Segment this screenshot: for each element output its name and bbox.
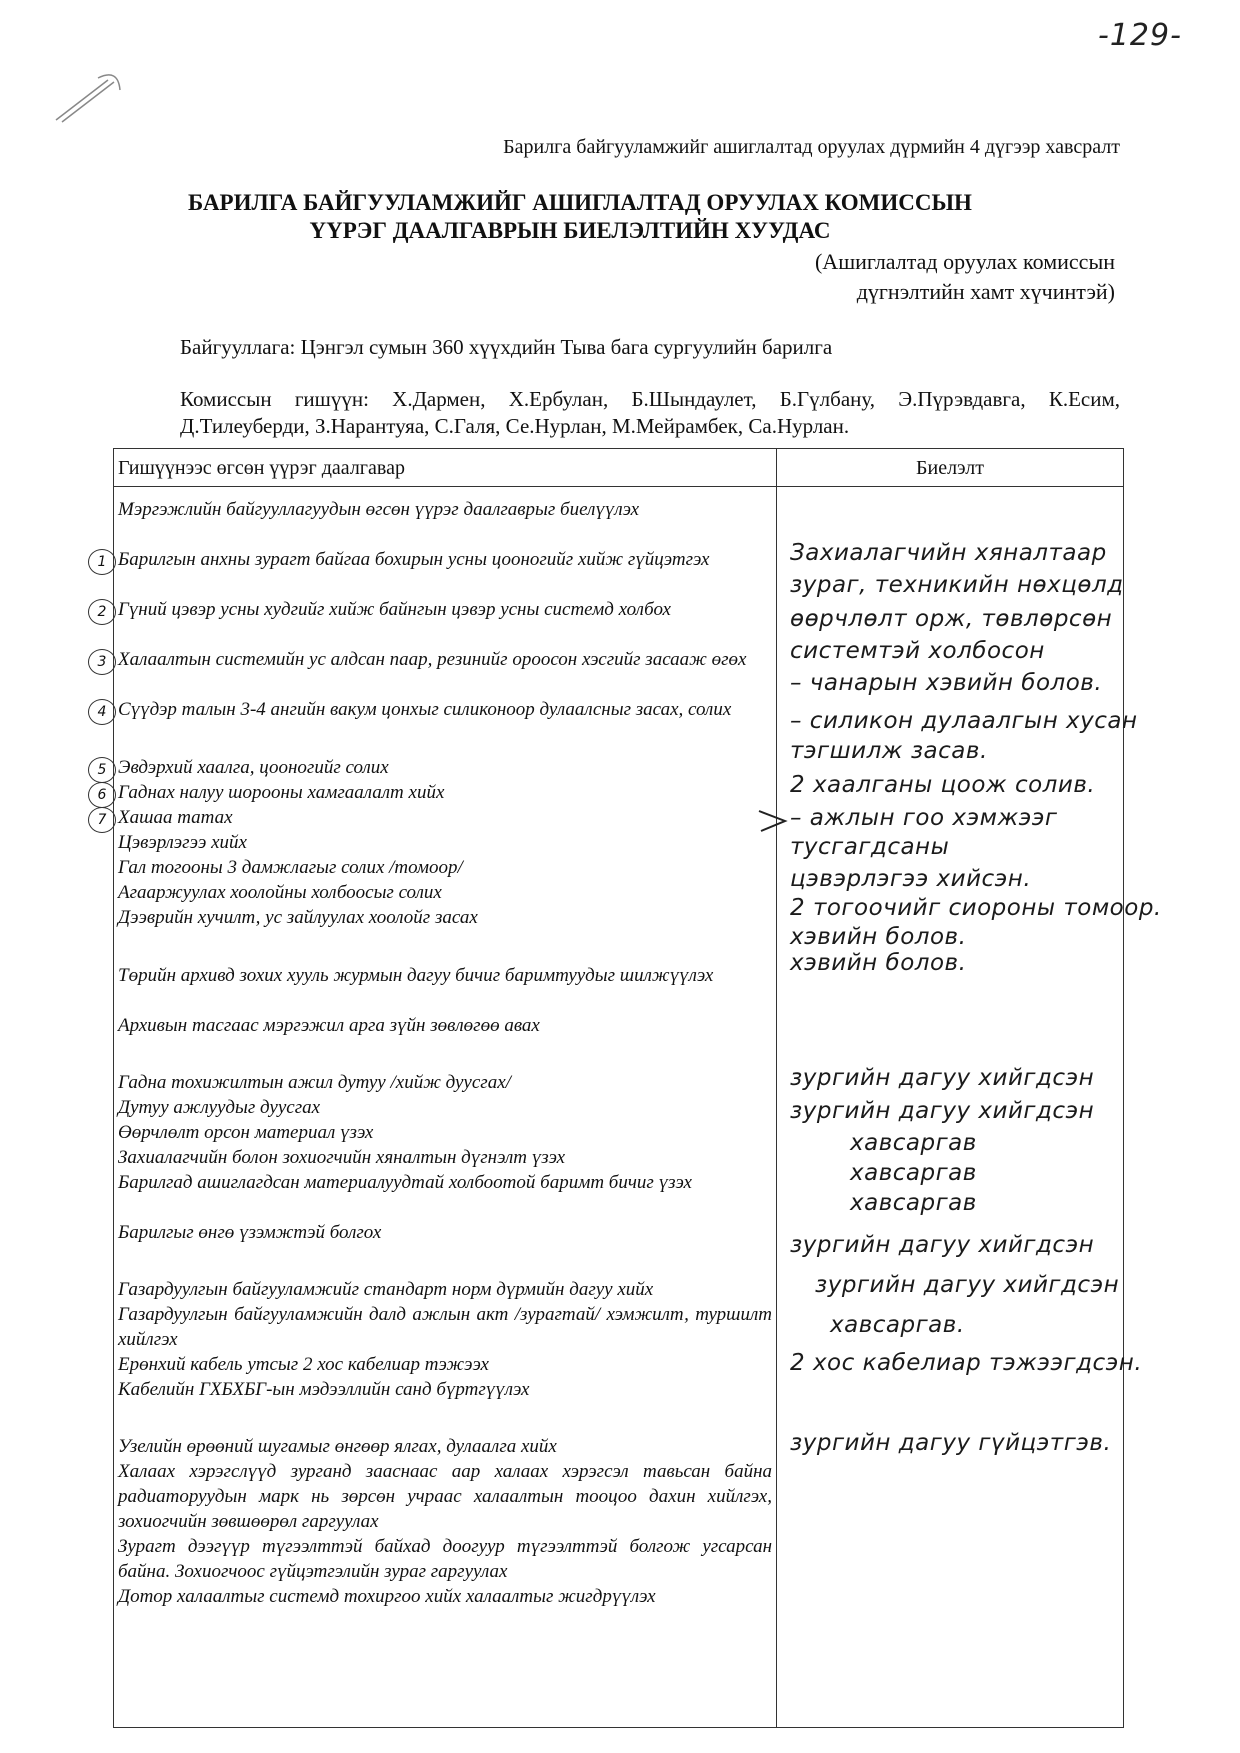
handwritten-result: тэгшилж засав. [790, 738, 988, 764]
handwritten-result: зургийн дагуу хийгдсэн [815, 1272, 1120, 1298]
task-row: Узелийн өрөөний шугамыг өнгөөр ялгах, дулаалга хийх [118, 1436, 557, 1457]
task-row: Дээврийн хучилт, ус зайлуулах хоолойг засах [118, 907, 478, 928]
handwritten-result: – ажлын гоо хэмжээг [790, 805, 1058, 831]
handwritten-result: – силикон дулаалгын хусан [790, 708, 1138, 734]
page-number: -129- [1098, 18, 1182, 53]
handwritten-result: хавсаргав [850, 1160, 977, 1186]
handwritten-result: Захиалагчийн хяналтаар [790, 540, 1107, 566]
commission-members: Комиссын гишүүн: Х.Дармен, Х.Ербулан, Б.Шындаулет, Б.Гүлбану, Э.Пүрэвдавга, К.Есим, Д.Тилеуберди, З.Нарантуяа, С.Галя, Се.Нурлан, М.Мейрамбек, Са.Нурлан. [180, 387, 1120, 438]
handwritten-result: тусгагдсаны [790, 834, 950, 860]
column-divider [776, 448, 777, 1728]
task-row: Дутуу ажлуудыг дуусгах [118, 1097, 321, 1118]
task-row: Зурагт дээгүүр түгээлттэй байхад доогуур түгээлттэй болгож угсарсан байна. Зохиогчоос гүйцэтгэлийн зураг гаргуулах [118, 1536, 772, 1582]
handwritten-result: 2 хаалганы цоож солив. [790, 772, 1096, 798]
pen-mark [48, 60, 128, 130]
task-row: Барилгыг өнгө үзэмжтэй болгох [118, 1222, 382, 1243]
task-row: Кабелийн ГХБХБГ-ын мэдээллийн санд бүртгүүлэх [118, 1379, 530, 1400]
document-title-line1: БАРИЛГА БАЙГУУЛАМЖИЙГ АШИГЛАЛТАД ОРУУЛАХ КОМИССЫН [188, 190, 972, 215]
task-row: Халаалтын системийн ус алдсан паар, резинийг ороосон хэсгийг засааж өгөх [118, 649, 747, 670]
task-row: Өөрчлөлт орсон материал үзэх [118, 1122, 374, 1143]
row-number-circle: 7 [88, 807, 116, 833]
task-row: Ерөнхий кабель утсыг 2 хос кабелиар тэжээх [118, 1354, 489, 1375]
handwritten-result: зураг, техникийн нөхцөлд [790, 572, 1124, 598]
task-row: Барилгад ашиглагдсан материалуудтай холбоотой баримт бичиг үзэх [118, 1172, 692, 1193]
task-row: Архивын тасгаас мэргэжил арга зүйн зөвлөгөө авах [118, 1015, 540, 1036]
row-number-circle: 3 [88, 649, 116, 675]
task-row: Халаах хэрэгслүүд зурганд зааснаас аар халаах хэрэгсэл тавьсан байна радиаторуудын марк нь зөрсөн учраас халаалтын тооцоо дахин хийлгэх, зохиогчийн зөвшөөрөл гаргуулах [118, 1461, 772, 1532]
row-number-circle: 2 [88, 599, 116, 625]
handwritten-result: хэвийн болов. [790, 950, 967, 976]
column-header-tasks: Гишүүнээс өгсөн үүрэг даалгавар [118, 457, 405, 479]
header-divider [113, 486, 1124, 487]
handwritten-result: зургийн дагуу гүйцэтгэв. [790, 1430, 1112, 1456]
handwritten-result: – чанарын хэвийн болов. [790, 670, 1103, 696]
organization-line: Байгууллага: Цэнгэл сумын 360 хүүхдийн Тыва бага сургуулийн барилга [180, 335, 833, 359]
task-row: Захиалагчийн болон зохиогчийн хяналтын дүгнэлт үзэх [118, 1147, 566, 1168]
validity-note-line1: (Ашиглалтад оруулах комиссын [814, 249, 1115, 274]
row-number-circle: 4 [88, 699, 116, 725]
row-number-circle: 6 [88, 782, 116, 808]
handwritten-result: 2 тогоочийг сиороны томоор. [790, 895, 1162, 921]
task-row: Газардуулгын байгууламжийн далд ажлын акт /зурагтай/ хэмжилт, туршилт хийлгэх [118, 1304, 772, 1350]
task-row: Гал тогооны 3 дамжлагыг солих /томоор/ [118, 857, 463, 878]
task-row: Сүүдэр талын 3-4 ангийн вакум цонхыг силиконоор дулаалсныг засах, солих [118, 699, 732, 720]
row-number-circle: 5 [88, 757, 116, 783]
task-row: Агааржуулах хоолойны холбоосыг солих [118, 882, 442, 903]
task-row: Төрийн архивд зохих хууль журмын дагуу бичиг баримтуудыг шилжүүлэх [118, 965, 714, 986]
handwritten-result: хэвийн болов. [790, 924, 967, 950]
handwritten-result: зургийн дагуу хийгдсэн [790, 1098, 1095, 1124]
task-row: Дотор халаалтыг системд тохиргоо хийх халаалтыг жигдрүүлэх [118, 1586, 656, 1607]
handwritten-result: системтэй холбосон [790, 638, 1045, 664]
task-row: Гадна тохижилтын ажил дутуу /хийж дуусгах/ [118, 1072, 511, 1093]
row-number-circle: 1 [88, 549, 116, 575]
task-row: Газардуулгын байгууламжийг стандарт норм дүрмийн дагуу хийх [118, 1279, 654, 1300]
document-title-line2: ҮҮРЭГ ДААЛГАВРЫН БИЕЛЭЛТИЙН ХУУДАС [309, 218, 831, 243]
annex-note: Барилга байгууламжийг ашиглалтад оруулах дүрмийн 4 дүгээр хавсралт [503, 136, 1120, 158]
handwritten-result: зургийн дагуу хийгдсэн [790, 1065, 1095, 1091]
column-header-result: Биелэлт [916, 457, 984, 479]
task-row: Эвдэрхий хаалга, цооногийг солих [118, 757, 389, 778]
handwritten-result: хавсаргав. [830, 1312, 965, 1338]
task-row: Хашаа татах [118, 807, 233, 828]
handwritten-result: хавсаргав [850, 1130, 977, 1156]
handwritten-result: хавсаргав [850, 1190, 977, 1216]
task-row: Гүний цэвэр усны худгийг хийж байнгын цэвэр усны системд холбох [118, 599, 671, 620]
handwritten-result: 2 хос кабелиар тэжээгдсэн. [790, 1350, 1143, 1376]
handwritten-arrow [755, 805, 795, 835]
task-row: Гаднах налуу шорооны хамгаалалт хийх [118, 782, 445, 803]
handwritten-result: цэвэрлэгээ хийсэн. [790, 866, 1032, 892]
task-row: Мэргэжлийн байгууллагуудын өгсөн үүрэг даалгаврыг биелүүлэх [118, 499, 640, 520]
handwritten-result: өөрчлөлт орж, төвлөрсөн [790, 606, 1113, 632]
validity-note-line2: дүгнэлтийн хамт хүчинтэй) [856, 279, 1115, 304]
handwritten-result: зургийн дагуу хийгдсэн [790, 1232, 1095, 1258]
task-row: Барилгын анхны зурагт байгаа бохирын усны цооногийг хийж гүйцэтгэх [118, 549, 710, 570]
task-row: Цэвэрлэгээ хийх [118, 832, 247, 853]
